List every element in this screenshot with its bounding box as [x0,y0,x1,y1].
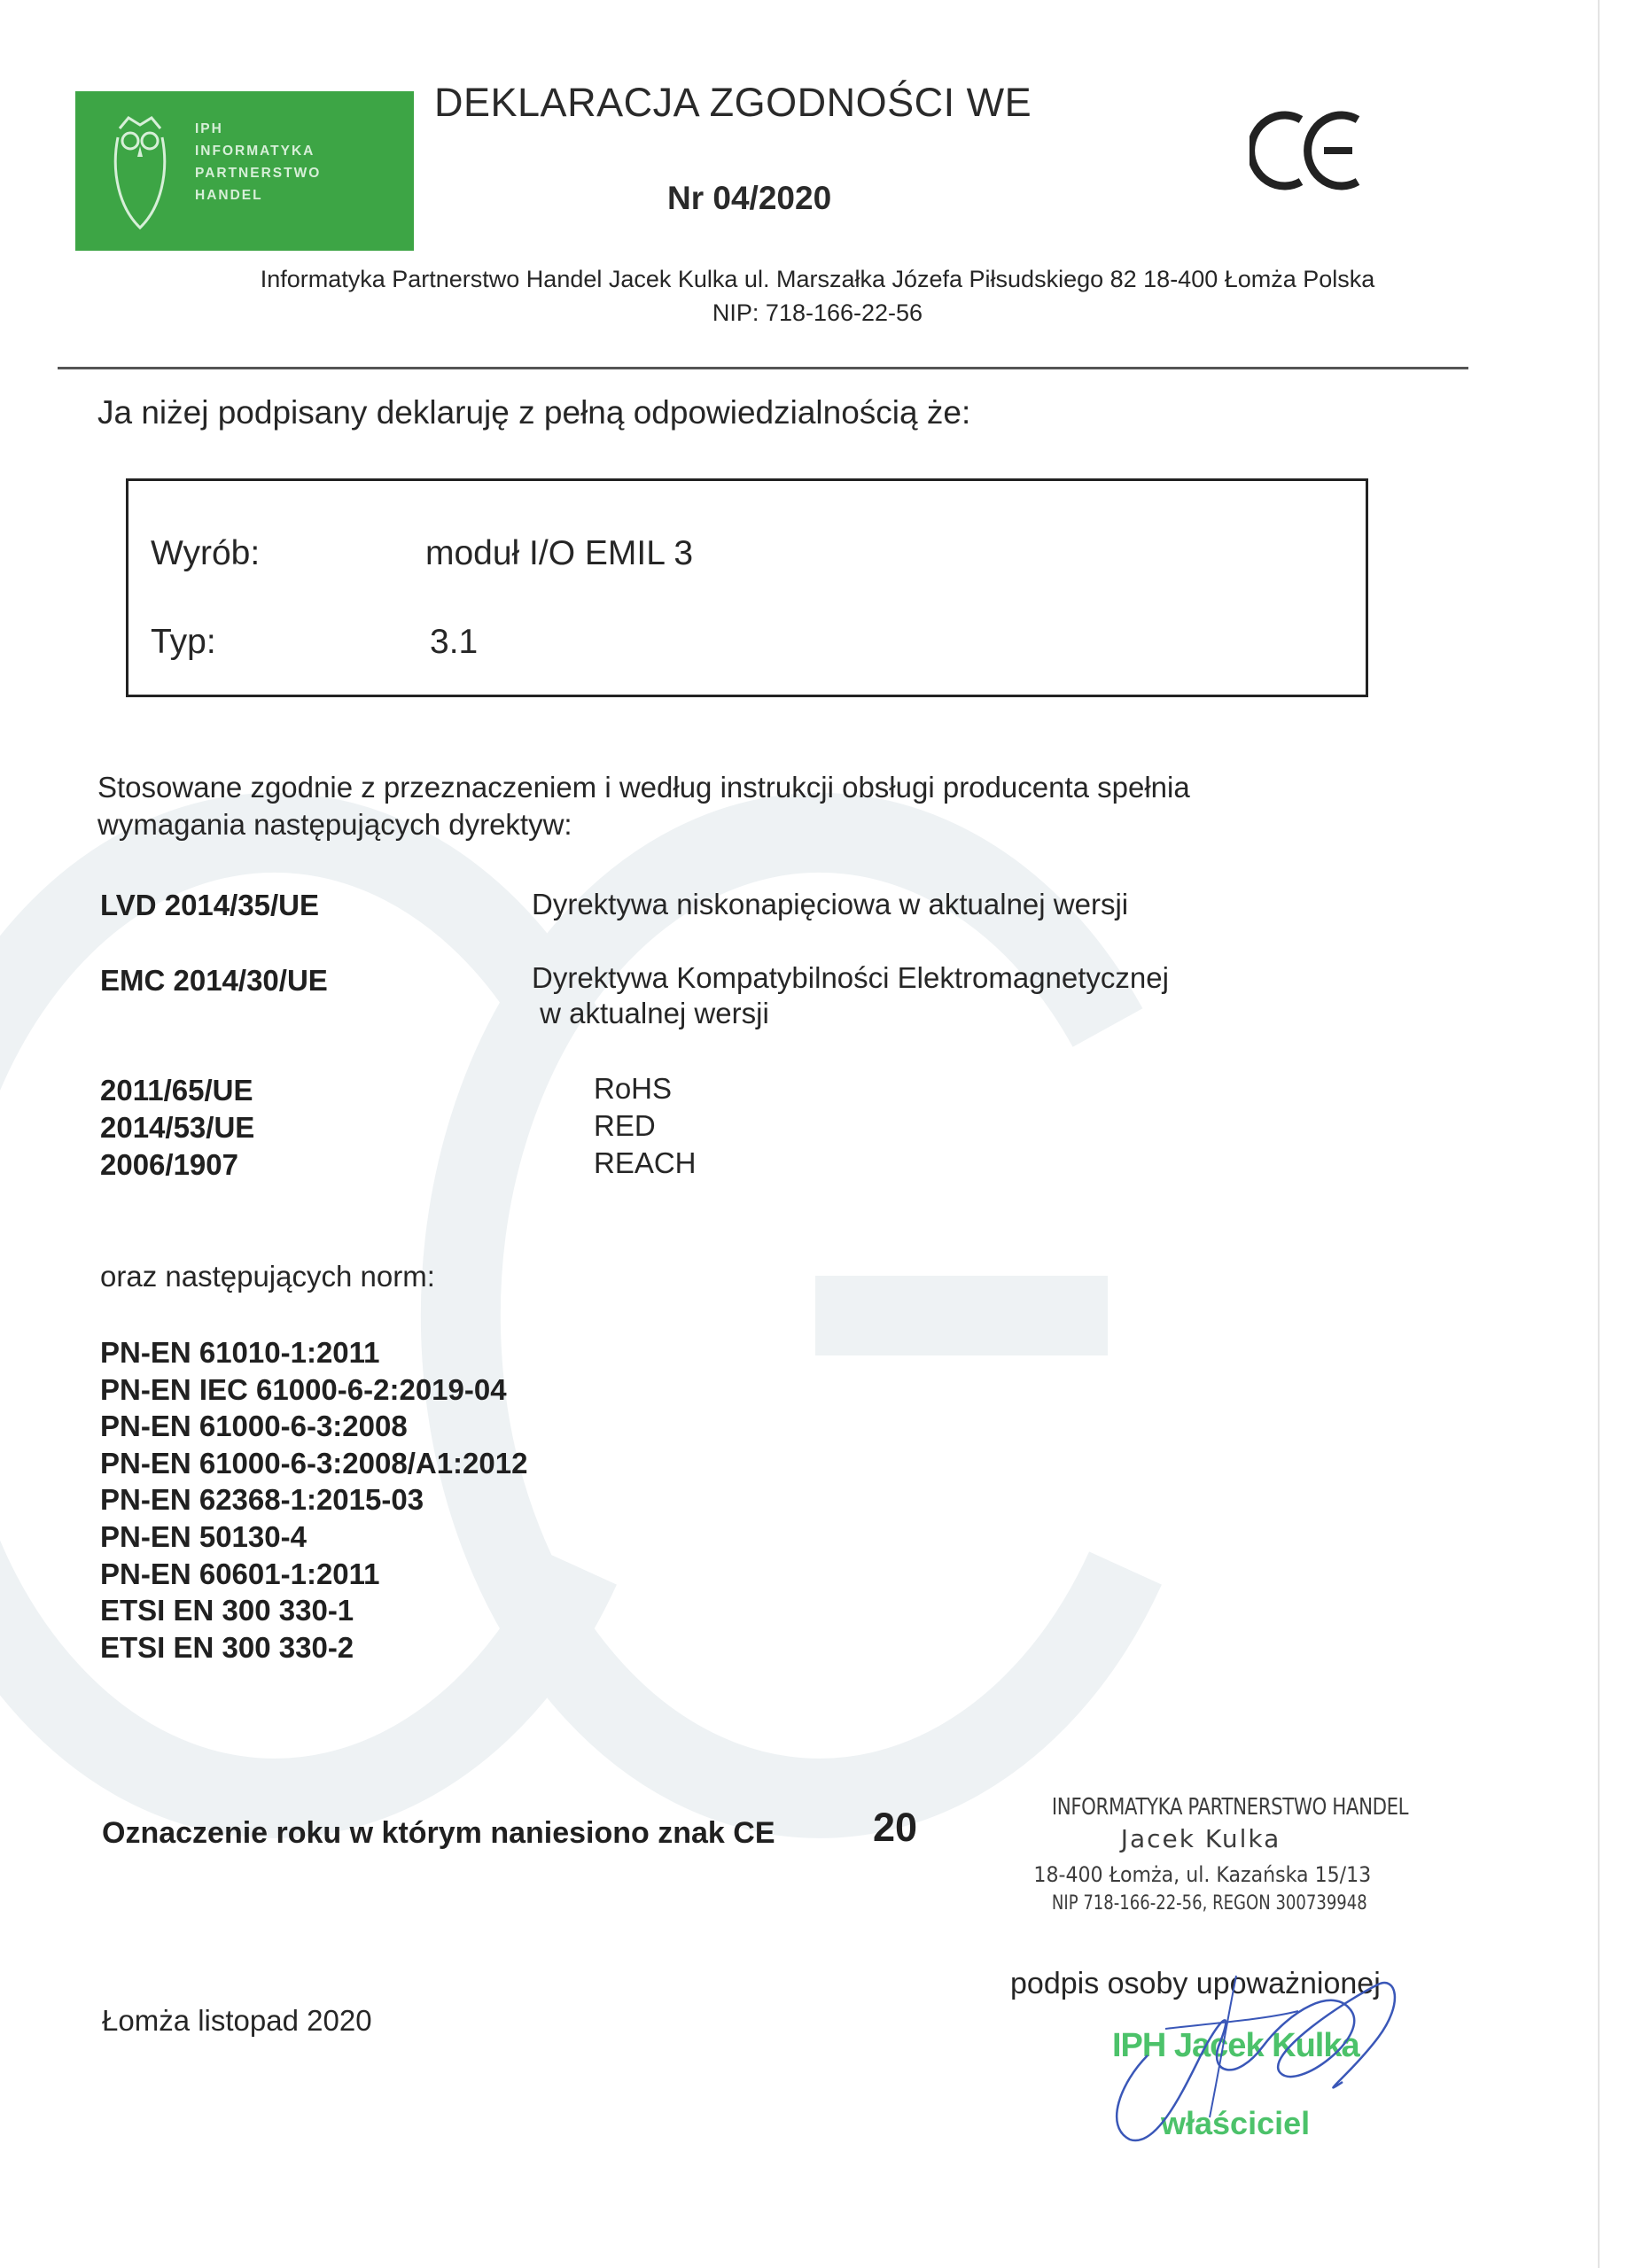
norms-intro: oraz następujących norm: [100,1260,435,1293]
directive-code-emc: EMC 2014/30/UE [100,964,328,997]
stamp-line: 18-400 Łomża, ul. Kazańska 15/13 [1033,1862,1372,1887]
signature-stamp-name: IPH Jacek Kulka [1112,2027,1359,2064]
directive-desc-lvd: Dyrektywa niskonapięciowa w aktualnej wersji [532,888,1129,920]
type-value: 3.1 [430,623,479,661]
stamp-line: INFORMATYKA PARTNERSTWO HANDEL [1051,1794,1409,1821]
product-label: Wyrób: [151,534,261,572]
declaration-statement: Ja niżej podpisany deklaruję z pełną odpowiedzialnością że: [97,394,971,431]
norm-item: PN-EN 61000-6-3:2008/A1:2012 [100,1446,528,1480]
emc-desc-line: Dyrektywa Kompatybilności Elektromagnetycznej [532,961,1169,994]
company-nip: NIP: 718-166-22-56 [712,299,923,326]
directive-desc-red: RED [594,1109,656,1142]
directives-intro [97,769,1190,843]
norm-item: PN-EN 61000-6-3:2008 [100,1410,408,1443]
product-box [126,478,1368,697]
ce-year-label: Oznaczenie roku w którym naniesiono znak CE [102,1816,775,1850]
emc-desc-line: w aktualnej wersji [532,997,769,1029]
intro-line: Stosowane zgodnie z przeznaczeniem i według instrukcji obsługi producenta spełnia [97,771,1190,804]
type-label: Typ: [151,623,216,661]
logo-line: IPH [195,121,223,136]
stamp-line: NIP 718-166-22-56, REGON 300739948 [1051,1892,1367,1915]
logo-text [195,118,321,206]
ce-year-value: 20 [873,1805,918,1850]
intro-line: wymagania następujących dyrektyw: [97,808,572,841]
handwritten-signature [1086,1949,1422,2153]
norm-item: ETSI EN 300 330-2 [100,1630,354,1664]
directive-code-reach: 2006/1907 [100,1148,238,1181]
logo-line: PARTNERSTWO [195,166,322,181]
norm-item: PN-EN 60601-1:2011 [100,1557,380,1590]
directive-desc-reach: REACH [594,1146,697,1179]
directive-code-lvd: LVD 2014/35/UE [100,889,320,921]
stamp-line: Jacek Kulka [1120,1824,1281,1853]
owl-icon [111,111,169,235]
norm-item: PN-EN 61010-1:2011 [100,1336,380,1369]
norm-item: PN-EN 50130-4 [100,1519,307,1553]
norm-item: PN-EN IEC 61000-6-2:2019-04 [100,1372,507,1406]
signature-stamp-role: właściciel [1161,2105,1311,2141]
norm-item: PN-EN 62368-1:2015-03 [100,1483,424,1517]
document-title: DEKLARACJA ZGODNOŚCI WE [434,80,1032,125]
document-number: Nr 04/2020 [667,180,832,216]
norm-item: ETSI EN 300 330-1 [100,1594,354,1627]
directive-code-rohs: 2011/65/UE [100,1074,253,1107]
signature-caption: podpis osoby upoważnionej [1010,1967,1381,2000]
product-value: moduł I/O EMIL 3 [425,534,694,572]
company-address: Informatyka Partnerstwo Handel Jacek Kulka ul. Marszałka Józefa Piłsudskiego 82 18-400 Łomża Polska [260,266,1375,292]
directive-code-red: 2014/53/UE [100,1111,255,1144]
company-stamp [1019,1794,1409,1915]
directive-desc-emc [532,960,1169,1031]
directive-desc-rohs: RoHS [594,1072,673,1105]
ce-mark-icon [1250,111,1365,190]
header-divider [58,367,1468,369]
place-date: Łomża listopad 2020 [102,2004,372,2037]
logo-line: HANDEL [195,188,263,203]
logo-line: INFORMATYKA [195,144,315,159]
company-logo [75,91,414,251]
norms-list [100,1334,527,1666]
